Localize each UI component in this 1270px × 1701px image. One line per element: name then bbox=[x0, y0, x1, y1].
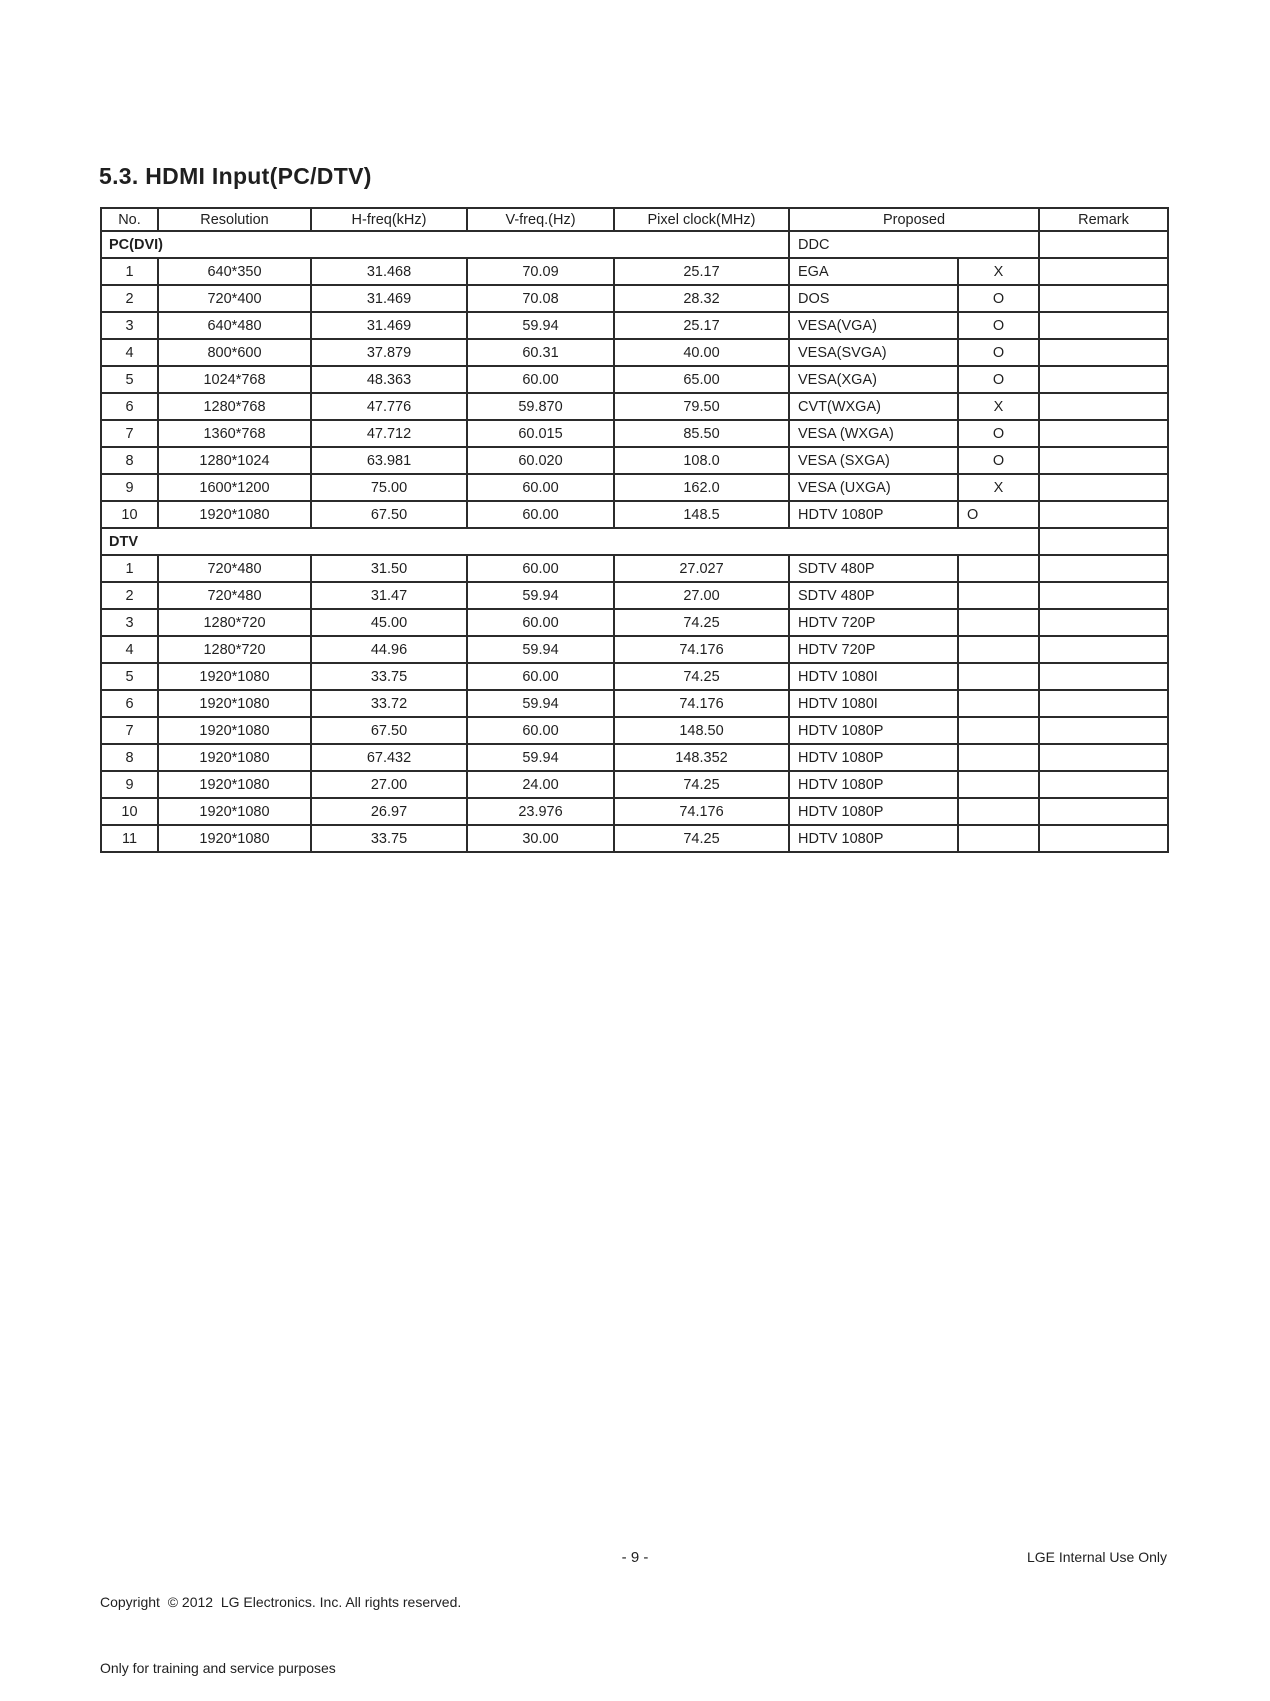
col-header-remark: Remark bbox=[1039, 208, 1168, 231]
cell-v-freq: 59.94 bbox=[467, 690, 614, 717]
cell-mark: X bbox=[958, 474, 1039, 501]
cell-proposed: VESA(XGA) bbox=[789, 366, 958, 393]
cell-no: 5 bbox=[101, 663, 158, 690]
cell-h-freq: 31.468 bbox=[311, 258, 467, 285]
cell-resolution: 1920*1080 bbox=[158, 690, 311, 717]
cell-remark bbox=[1039, 393, 1168, 420]
cell-resolution: 1920*1080 bbox=[158, 663, 311, 690]
table-row bbox=[101, 690, 1168, 717]
cell-mark: O bbox=[958, 312, 1039, 339]
cell-h-freq: 63.981 bbox=[311, 447, 467, 474]
section-label: DTV bbox=[101, 528, 1039, 555]
table-row bbox=[101, 474, 1168, 501]
cell-h-freq: 31.47 bbox=[311, 582, 467, 609]
table-row bbox=[101, 393, 1168, 420]
cell-no: 10 bbox=[101, 798, 158, 825]
table-row bbox=[101, 312, 1168, 339]
cell-no: 4 bbox=[101, 636, 158, 663]
cell-pixel-clock: 74.25 bbox=[614, 609, 789, 636]
cell-resolution: 800*600 bbox=[158, 339, 311, 366]
cell-resolution: 1024*768 bbox=[158, 366, 311, 393]
cell-resolution: 1280*720 bbox=[158, 636, 311, 663]
cell-resolution: 1280*1024 bbox=[158, 447, 311, 474]
cell-pixel-clock: 27.00 bbox=[614, 582, 789, 609]
cell-no: 4 bbox=[101, 339, 158, 366]
cell-h-freq: 44.96 bbox=[311, 636, 467, 663]
cell-remark bbox=[1039, 285, 1168, 312]
cell-pixel-clock: 28.32 bbox=[614, 285, 789, 312]
table-row bbox=[101, 771, 1168, 798]
cell-proposed: HDTV 1080P bbox=[789, 717, 958, 744]
cell-h-freq: 33.75 bbox=[311, 825, 467, 852]
cell-v-freq: 60.00 bbox=[467, 663, 614, 690]
cell-remark bbox=[1039, 339, 1168, 366]
cell-proposed: HDTV 720P bbox=[789, 609, 958, 636]
cell-v-freq: 60.00 bbox=[467, 717, 614, 744]
cell-h-freq: 31.50 bbox=[311, 555, 467, 582]
cell-remark bbox=[1039, 474, 1168, 501]
cell-mark: O bbox=[958, 420, 1039, 447]
cell-pixel-clock: 148.5 bbox=[614, 501, 789, 528]
cell-remark bbox=[1039, 690, 1168, 717]
cell-no: 8 bbox=[101, 447, 158, 474]
cell-h-freq: 31.469 bbox=[311, 285, 467, 312]
cell-proposed: VESA(SVGA) bbox=[789, 339, 958, 366]
cell-mark bbox=[958, 798, 1039, 825]
cell-pixel-clock: 148.352 bbox=[614, 744, 789, 771]
cell-v-freq: 60.015 bbox=[467, 420, 614, 447]
col-header-proposed: Proposed bbox=[789, 208, 1039, 231]
cell-h-freq: 33.75 bbox=[311, 663, 467, 690]
cell-proposed: VESA (SXGA) bbox=[789, 447, 958, 474]
hdmi-input-table bbox=[100, 207, 1169, 853]
cell-h-freq: 33.72 bbox=[311, 690, 467, 717]
cell-pixel-clock: 25.17 bbox=[614, 258, 789, 285]
cell-proposed: VESA(VGA) bbox=[789, 312, 958, 339]
cell-mark bbox=[958, 663, 1039, 690]
cell-proposed: HDTV 1080P bbox=[789, 798, 958, 825]
cell-resolution: 1920*1080 bbox=[158, 717, 311, 744]
cell-pixel-clock: 108.0 bbox=[614, 447, 789, 474]
cell-h-freq: 27.00 bbox=[311, 771, 467, 798]
cell-remark bbox=[1039, 501, 1168, 528]
cell-remark bbox=[1039, 420, 1168, 447]
section-label: PC(DVI) bbox=[101, 231, 789, 258]
cell-mark bbox=[958, 825, 1039, 852]
cell-v-freq: 59.94 bbox=[467, 312, 614, 339]
col-header-pixel-clock: Pixel clock(MHz) bbox=[614, 208, 789, 231]
cell-resolution: 1920*1080 bbox=[158, 825, 311, 852]
cell-mark bbox=[958, 690, 1039, 717]
cell-remark bbox=[1039, 366, 1168, 393]
cell-proposed: CVT(WXGA) bbox=[789, 393, 958, 420]
cell-mark: O bbox=[958, 447, 1039, 474]
cell-h-freq: 26.97 bbox=[311, 798, 467, 825]
cell-v-freq: 60.00 bbox=[467, 474, 614, 501]
cell-resolution: 640*350 bbox=[158, 258, 311, 285]
cell-no: 9 bbox=[101, 771, 158, 798]
cell-h-freq: 37.879 bbox=[311, 339, 467, 366]
table-row bbox=[101, 636, 1168, 663]
cell-h-freq: 67.432 bbox=[311, 744, 467, 771]
table-row bbox=[101, 258, 1168, 285]
cell-proposed: DOS bbox=[789, 285, 958, 312]
cell-pixel-clock: 27.027 bbox=[614, 555, 789, 582]
col-header-h-freq: H-freq(kHz) bbox=[311, 208, 467, 231]
cell-remark bbox=[1039, 609, 1168, 636]
cell-v-freq: 60.00 bbox=[467, 366, 614, 393]
table-row bbox=[101, 339, 1168, 366]
cell-no: 8 bbox=[101, 744, 158, 771]
cell-proposed: SDTV 480P bbox=[789, 582, 958, 609]
table-row bbox=[101, 285, 1168, 312]
cell-remark bbox=[1039, 636, 1168, 663]
cell-v-freq: 70.09 bbox=[467, 258, 614, 285]
cell-mark: O bbox=[958, 366, 1039, 393]
table-row bbox=[101, 825, 1168, 852]
cell-no: 6 bbox=[101, 393, 158, 420]
table-row bbox=[101, 663, 1168, 690]
cell-pixel-clock: 25.17 bbox=[614, 312, 789, 339]
table-body bbox=[101, 231, 1168, 852]
table-row bbox=[101, 420, 1168, 447]
table-row bbox=[101, 744, 1168, 771]
table-row bbox=[101, 555, 1168, 582]
cell-mark: X bbox=[958, 258, 1039, 285]
cell-no: 7 bbox=[101, 420, 158, 447]
cell-v-freq: 60.00 bbox=[467, 609, 614, 636]
cell-remark bbox=[1039, 744, 1168, 771]
cell-resolution: 720*400 bbox=[158, 285, 311, 312]
cell-resolution: 1920*1080 bbox=[158, 501, 311, 528]
cell-mark bbox=[958, 717, 1039, 744]
table-row bbox=[101, 798, 1168, 825]
table-row bbox=[101, 609, 1168, 636]
cell-resolution: 1920*1080 bbox=[158, 798, 311, 825]
cell-proposed: VESA (WXGA) bbox=[789, 420, 958, 447]
cell-no: 7 bbox=[101, 717, 158, 744]
cell-v-freq: 60.31 bbox=[467, 339, 614, 366]
cell-v-freq: 23.976 bbox=[467, 798, 614, 825]
cell-mark: O bbox=[958, 501, 1039, 528]
cell-remark bbox=[1039, 825, 1168, 852]
cell-no: 3 bbox=[101, 609, 158, 636]
table-row bbox=[101, 717, 1168, 744]
section-row bbox=[101, 231, 1168, 258]
cell-h-freq: 47.776 bbox=[311, 393, 467, 420]
cell-resolution: 720*480 bbox=[158, 582, 311, 609]
cell-proposed: HDTV 1080P bbox=[789, 744, 958, 771]
cell-pixel-clock: 162.0 bbox=[614, 474, 789, 501]
cell-resolution: 1920*1080 bbox=[158, 744, 311, 771]
cell-h-freq: 75.00 bbox=[311, 474, 467, 501]
cell-mark: O bbox=[958, 339, 1039, 366]
cell-remark bbox=[1039, 771, 1168, 798]
cell-v-freq: 70.08 bbox=[467, 285, 614, 312]
header-row bbox=[101, 208, 1168, 231]
table-row bbox=[101, 501, 1168, 528]
cell-pixel-clock: 74.25 bbox=[614, 825, 789, 852]
section-remark-cell bbox=[1039, 528, 1168, 555]
cell-no: 5 bbox=[101, 366, 158, 393]
cell-remark bbox=[1039, 663, 1168, 690]
cell-pixel-clock: 74.176 bbox=[614, 636, 789, 663]
cell-resolution: 1280*768 bbox=[158, 393, 311, 420]
cell-pixel-clock: 85.50 bbox=[614, 420, 789, 447]
cell-v-freq: 60.00 bbox=[467, 501, 614, 528]
cell-remark bbox=[1039, 555, 1168, 582]
cell-resolution: 1600*1200 bbox=[158, 474, 311, 501]
cell-mark bbox=[958, 636, 1039, 663]
cell-no: 9 bbox=[101, 474, 158, 501]
cell-no: 1 bbox=[101, 258, 158, 285]
cell-remark bbox=[1039, 447, 1168, 474]
cell-h-freq: 31.469 bbox=[311, 312, 467, 339]
col-header-resolution: Resolution bbox=[158, 208, 311, 231]
table-row bbox=[101, 366, 1168, 393]
cell-no: 6 bbox=[101, 690, 158, 717]
cell-remark bbox=[1039, 258, 1168, 285]
cell-v-freq: 60.00 bbox=[467, 555, 614, 582]
cell-resolution: 640*480 bbox=[158, 312, 311, 339]
cell-h-freq: 45.00 bbox=[311, 609, 467, 636]
cell-pixel-clock: 74.176 bbox=[614, 798, 789, 825]
cell-mark: O bbox=[958, 285, 1039, 312]
cell-h-freq: 47.712 bbox=[311, 420, 467, 447]
cell-h-freq: 67.50 bbox=[311, 501, 467, 528]
cell-v-freq: 30.00 bbox=[467, 825, 614, 852]
cell-mark bbox=[958, 555, 1039, 582]
cell-no: 11 bbox=[101, 825, 158, 852]
col-header-no: No. bbox=[101, 208, 158, 231]
table-row bbox=[101, 582, 1168, 609]
cell-mark: X bbox=[958, 393, 1039, 420]
cell-h-freq: 67.50 bbox=[311, 717, 467, 744]
cell-v-freq: 59.94 bbox=[467, 636, 614, 663]
footer-copyright-line1: Copyright © 2012 LG Electronics. Inc. All rights reserved. bbox=[100, 1594, 462, 1610]
cell-pixel-clock: 148.50 bbox=[614, 717, 789, 744]
cell-proposed: HDTV 720P bbox=[789, 636, 958, 663]
cell-no: 2 bbox=[101, 582, 158, 609]
cell-proposed: HDTV 1080P bbox=[789, 771, 958, 798]
cell-pixel-clock: 74.25 bbox=[614, 663, 789, 690]
page-title: 5.3. HDMI Input(PC/DTV) bbox=[99, 163, 372, 189]
cell-mark bbox=[958, 609, 1039, 636]
cell-no: 2 bbox=[101, 285, 158, 312]
section-note: DDC bbox=[789, 231, 1039, 258]
cell-remark bbox=[1039, 312, 1168, 339]
cell-remark bbox=[1039, 798, 1168, 825]
footer-copyright-line2: Only for training and service purposes bbox=[100, 1660, 336, 1676]
cell-resolution: 1920*1080 bbox=[158, 771, 311, 798]
footer-internal-note: LGE Internal Use Only bbox=[1026, 1549, 1167, 1565]
cell-pixel-clock: 65.00 bbox=[614, 366, 789, 393]
cell-resolution: 1280*720 bbox=[158, 609, 311, 636]
cell-proposed: HDTV 1080P bbox=[789, 825, 958, 852]
cell-proposed: EGA bbox=[789, 258, 958, 285]
page-number: - 9 - bbox=[621, 1549, 649, 1566]
cell-remark bbox=[1039, 582, 1168, 609]
cell-pixel-clock: 74.176 bbox=[614, 690, 789, 717]
cell-proposed: VESA (UXGA) bbox=[789, 474, 958, 501]
section-row bbox=[101, 528, 1168, 555]
cell-proposed: SDTV 480P bbox=[789, 555, 958, 582]
cell-v-freq: 24.00 bbox=[467, 771, 614, 798]
cell-mark bbox=[958, 771, 1039, 798]
section-remark-cell bbox=[1039, 231, 1168, 258]
cell-proposed: HDTV 1080I bbox=[789, 663, 958, 690]
cell-h-freq: 48.363 bbox=[311, 366, 467, 393]
cell-proposed: HDTV 1080I bbox=[789, 690, 958, 717]
cell-v-freq: 59.94 bbox=[467, 582, 614, 609]
cell-v-freq: 59.94 bbox=[467, 744, 614, 771]
cell-mark bbox=[958, 744, 1039, 771]
cell-resolution: 1360*768 bbox=[158, 420, 311, 447]
cell-no: 1 bbox=[101, 555, 158, 582]
cell-resolution: 720*480 bbox=[158, 555, 311, 582]
table-row bbox=[101, 447, 1168, 474]
cell-remark bbox=[1039, 717, 1168, 744]
cell-no: 3 bbox=[101, 312, 158, 339]
col-header-v-freq: V-freq.(Hz) bbox=[467, 208, 614, 231]
footer-copyright bbox=[100, 1547, 461, 1701]
cell-no: 10 bbox=[101, 501, 158, 528]
cell-mark bbox=[958, 582, 1039, 609]
cell-v-freq: 60.020 bbox=[467, 447, 614, 474]
cell-proposed: HDTV 1080P bbox=[789, 501, 958, 528]
cell-v-freq: 59.870 bbox=[467, 393, 614, 420]
cell-pixel-clock: 40.00 bbox=[614, 339, 789, 366]
cell-pixel-clock: 74.25 bbox=[614, 771, 789, 798]
cell-pixel-clock: 79.50 bbox=[614, 393, 789, 420]
